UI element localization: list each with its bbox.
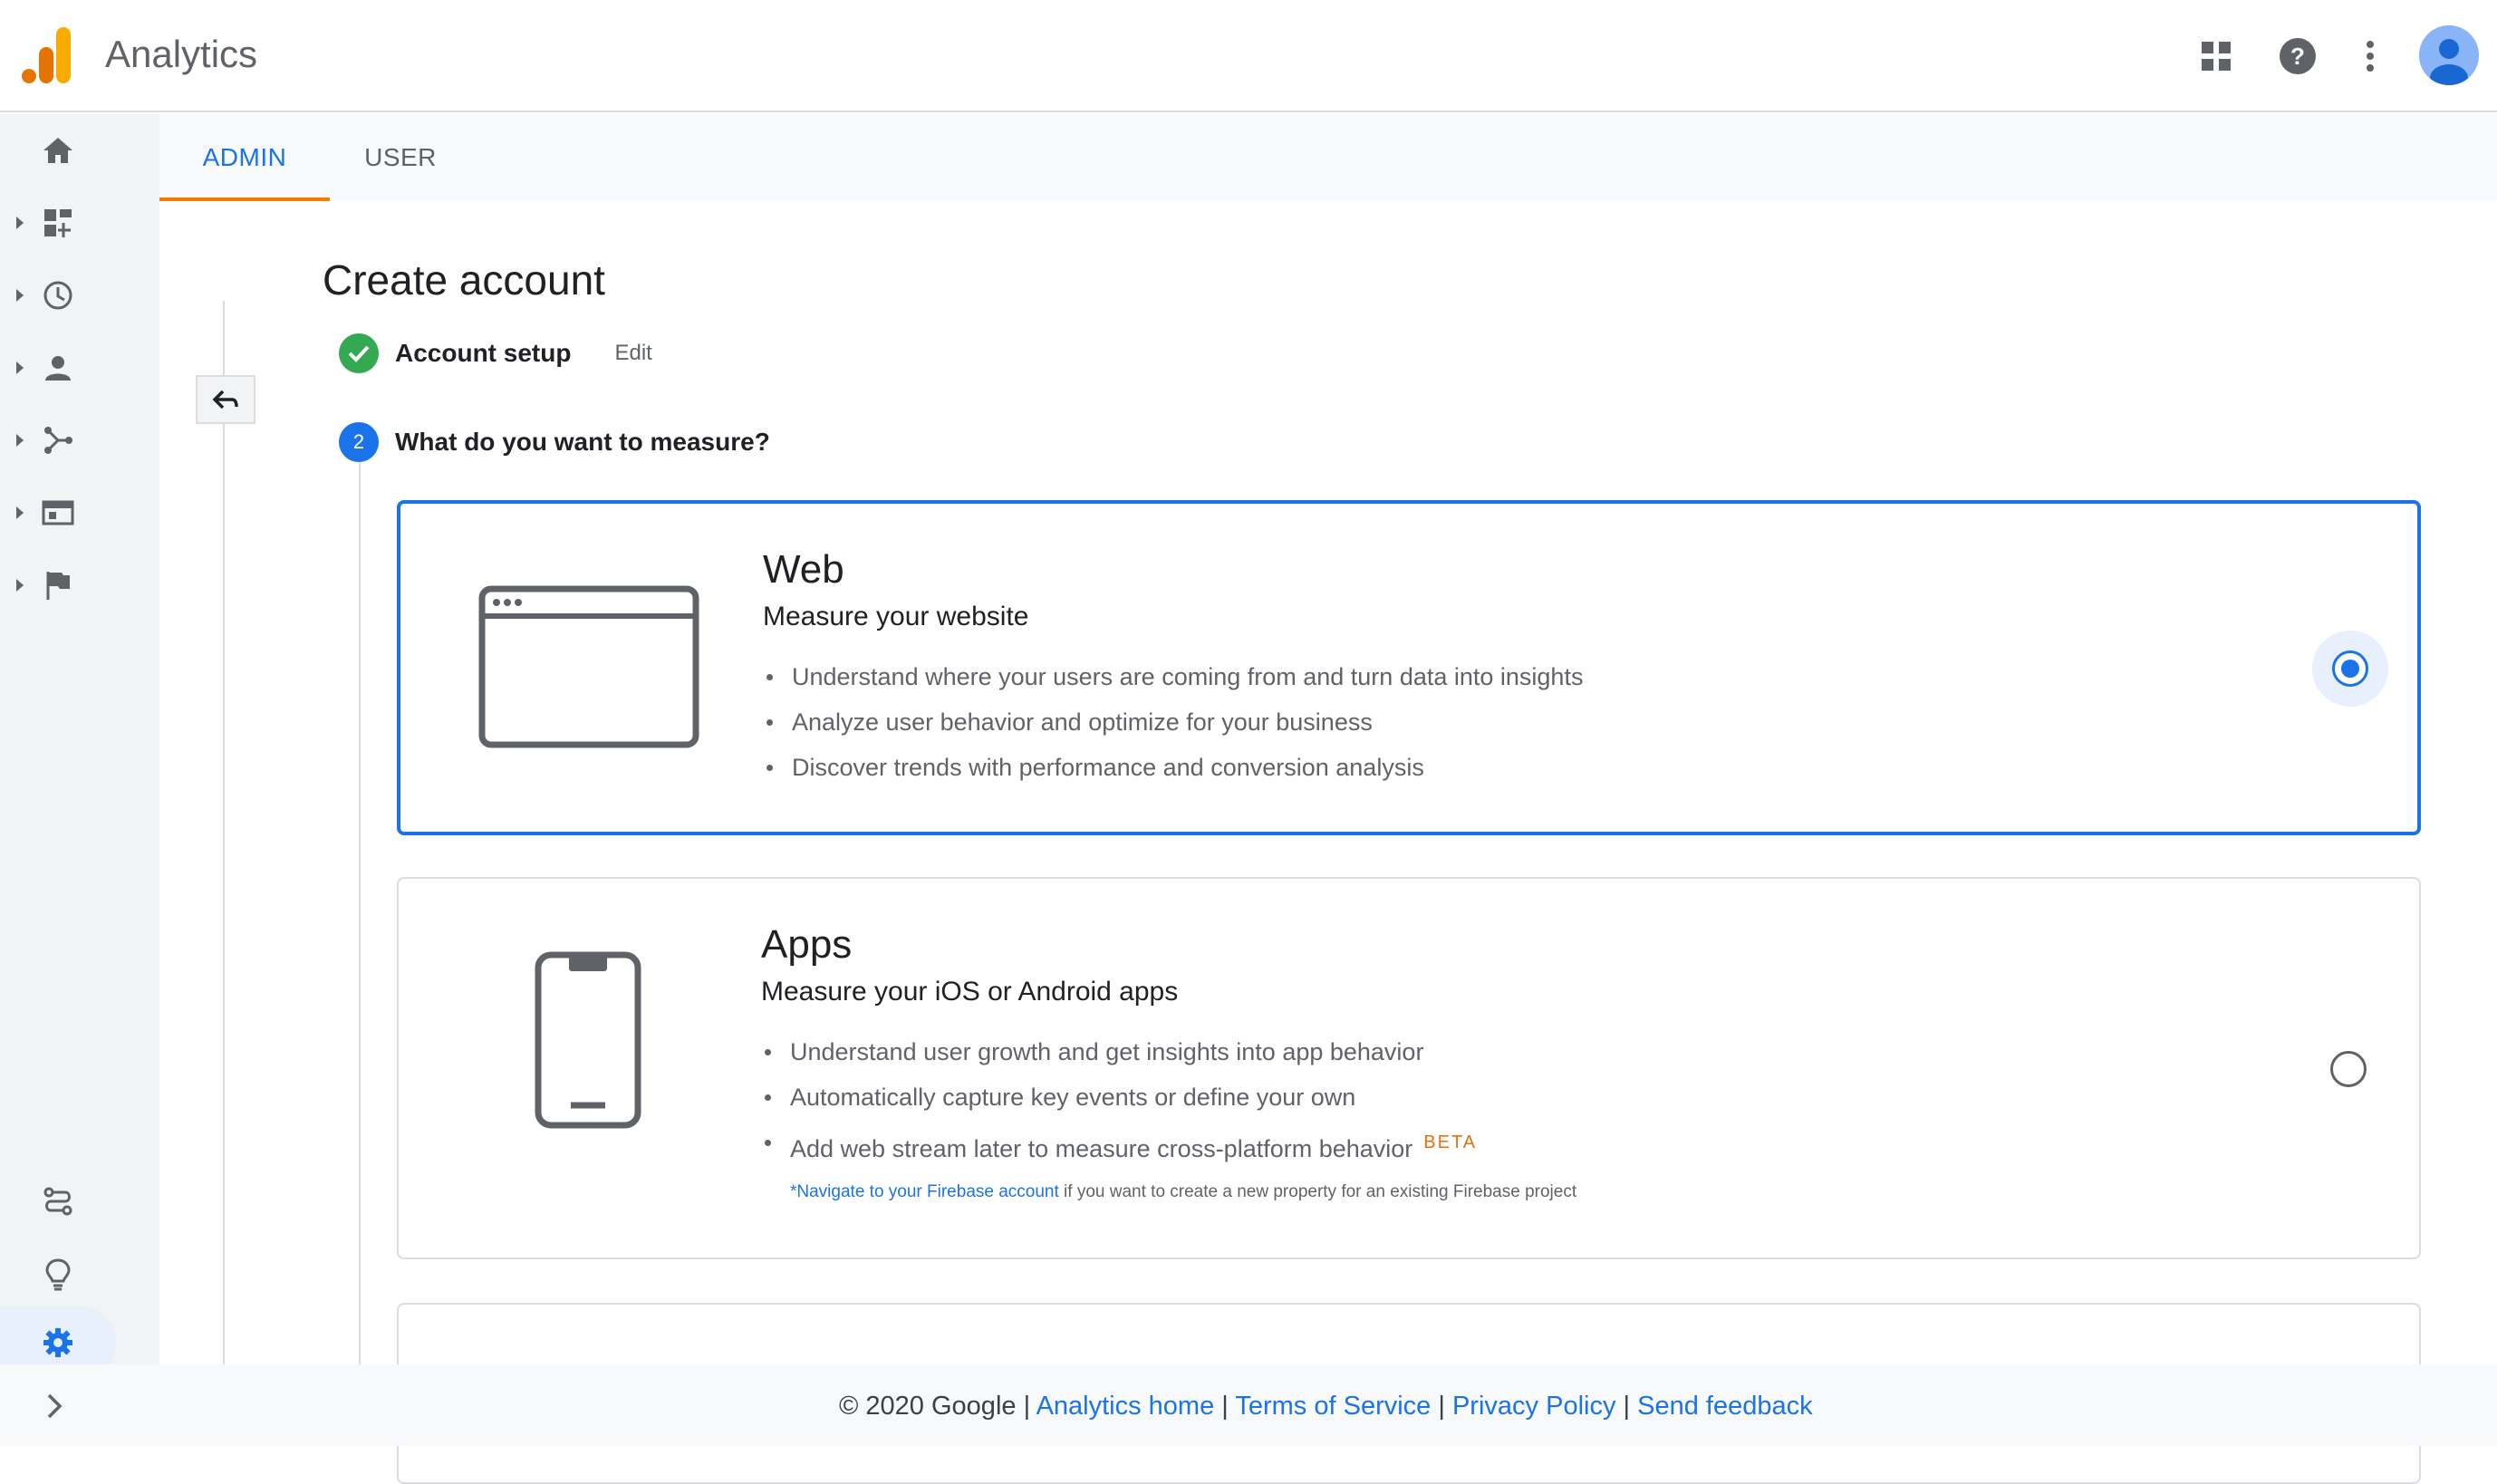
- card-title: Apps: [761, 922, 853, 967]
- admin-icon: [40, 1325, 76, 1361]
- caret-right-icon: [16, 434, 24, 447]
- step-account-setup: [339, 333, 652, 373]
- terms-link[interactable]: Terms of Service: [1235, 1392, 1432, 1421]
- list-item: Automatically capture key events or define your own: [761, 1074, 1576, 1120]
- conversions-icon: [40, 567, 76, 603]
- web-option-card[interactable]: [397, 500, 2421, 835]
- account-avatar[interactable]: [2419, 25, 2479, 85]
- realtime-icon: [40, 277, 76, 313]
- beta-badge: BETA: [1423, 1132, 1478, 1152]
- main-content: [159, 201, 2497, 1364]
- help-icon[interactable]: [2274, 33, 2321, 80]
- audience-icon: [40, 350, 76, 386]
- nav-acquisition[interactable]: [0, 404, 159, 477]
- separator: |: [1214, 1392, 1236, 1421]
- step-label: Account setup: [395, 339, 572, 367]
- back-arrow-icon: [212, 389, 239, 410]
- step-number: 2: [339, 422, 379, 462]
- nav-realtime[interactable]: [0, 259, 159, 332]
- firebase-note: [761, 1182, 1576, 1202]
- more-vert-icon[interactable]: [2347, 33, 2394, 80]
- separator: |: [1431, 1392, 1452, 1421]
- page-title: Create account: [323, 256, 605, 304]
- card-title: Web: [763, 547, 844, 592]
- top-bar: [0, 0, 2497, 112]
- attribution-icon: [40, 1183, 76, 1219]
- acquisition-icon: [40, 422, 76, 458]
- nav-attribution[interactable]: [0, 1165, 159, 1238]
- tab-admin[interactable]: ADMIN: [159, 114, 330, 201]
- left-nav: [0, 114, 159, 1446]
- card-subtitle: Measure your iOS or Android apps: [761, 977, 1179, 1007]
- radio-selected-icon: [2332, 650, 2368, 687]
- nav-conversions[interactable]: [0, 549, 159, 622]
- list-item: Understand user growth and get insights into app behavior: [761, 1029, 1576, 1074]
- list-item: [761, 1120, 1576, 1171]
- step-label: What do you want to measure?: [395, 428, 770, 456]
- admin-user-tabs: [159, 114, 2497, 201]
- bullet-text: Add web stream later to measure cross-platform behavior: [790, 1135, 1413, 1162]
- svg-text:?: ?: [2290, 43, 2305, 70]
- list-item: Analyze user behavior and optimize for your business: [763, 699, 1583, 745]
- copyright: © 2020 Google: [839, 1392, 1017, 1421]
- apps-icon[interactable]: [2193, 33, 2240, 80]
- firebase-link[interactable]: *Navigate to your Firebase account: [790, 1182, 1059, 1201]
- edit-link[interactable]: Edit: [614, 341, 652, 365]
- separator: |: [1016, 1392, 1036, 1421]
- footer: [0, 1364, 2497, 1446]
- nav-customization[interactable]: [0, 187, 159, 259]
- analytics-home-link[interactable]: Analytics home: [1036, 1392, 1215, 1421]
- app-title: Analytics: [105, 33, 258, 75]
- footer-links: [839, 1392, 1813, 1421]
- check-circle-icon: [339, 333, 379, 373]
- send-feedback-link[interactable]: Send feedback: [1637, 1392, 1813, 1421]
- list-item: Discover trends with performance and conversion analysis: [763, 745, 1583, 790]
- tab-user[interactable]: USER: [364, 143, 437, 171]
- phone-icon: [535, 951, 641, 1129]
- list-item: Understand where your users are coming from and turn data into insights: [763, 654, 1583, 699]
- radio-unselected-icon: [2330, 1051, 2367, 1087]
- expand-nav-icon[interactable]: [36, 1388, 72, 1424]
- nav-behavior[interactable]: [0, 477, 159, 549]
- analytics-logo[interactable]: [22, 27, 74, 83]
- caret-right-icon: [16, 289, 24, 302]
- step-connector: [359, 428, 361, 1364]
- caret-right-icon: [16, 506, 24, 519]
- apps-radio[interactable]: [2310, 1031, 2386, 1107]
- discover-icon: [40, 1256, 76, 1292]
- web-radio[interactable]: [2312, 631, 2388, 707]
- nav-audience[interactable]: [0, 332, 159, 404]
- note-text: if you want to create a new property for an existing Firebase project: [1058, 1182, 1577, 1201]
- customization-icon: [40, 205, 76, 241]
- stepper-rail: [223, 301, 225, 1364]
- caret-right-icon: [16, 217, 24, 229]
- home-icon: [40, 132, 76, 169]
- separator: |: [1615, 1392, 1638, 1421]
- browser-window-icon: [478, 585, 699, 748]
- back-button[interactable]: [196, 375, 255, 424]
- apps-option-card[interactable]: [397, 877, 2421, 1259]
- step-measure: [339, 422, 770, 462]
- caret-right-icon: [16, 579, 24, 592]
- nav-home[interactable]: [0, 114, 159, 187]
- privacy-link[interactable]: Privacy Policy: [1451, 1392, 1616, 1421]
- behavior-icon: [40, 495, 76, 531]
- caret-right-icon: [16, 361, 24, 374]
- card-subtitle: Measure your website: [763, 602, 1029, 631]
- nav-discover[interactable]: [0, 1238, 159, 1310]
